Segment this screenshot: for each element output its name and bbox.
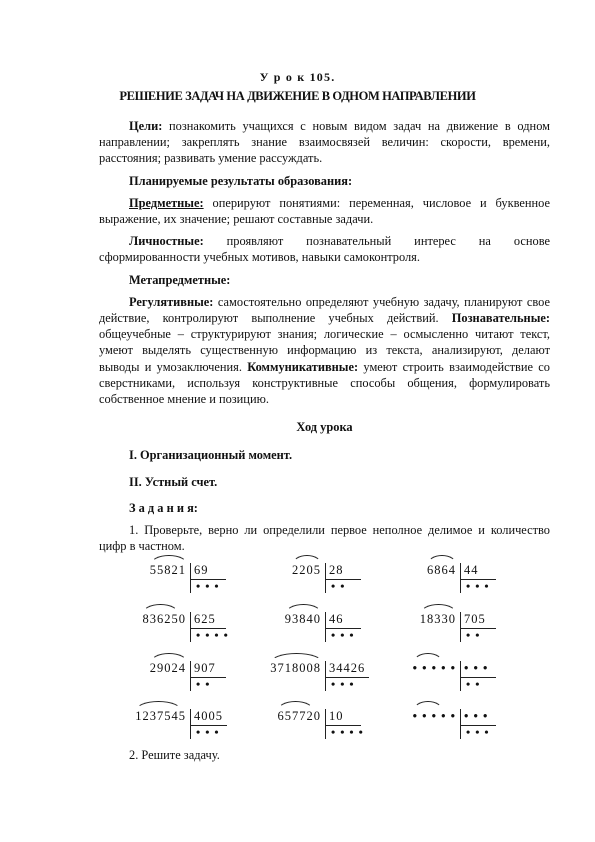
incomplete-dividend-arc	[292, 555, 322, 565]
divisor: 44	[464, 563, 479, 577]
division-vertical-line	[325, 563, 326, 593]
tasks-label: З а д а н и я:	[129, 500, 198, 515]
division-vertical-line	[460, 612, 461, 642]
divisor: 28	[329, 563, 344, 577]
division-vertical-line	[460, 563, 461, 593]
section-oral-count: II. Устный счет.	[129, 474, 218, 489]
divisor: 907	[194, 661, 216, 675]
quotient-digits: • •	[466, 677, 481, 691]
dividend: 6864	[427, 563, 456, 577]
incomplete-dividend-arc	[150, 555, 188, 565]
personal-label: Личностные:	[129, 234, 204, 249]
lesson-number: У р о к 105.	[259, 70, 336, 84]
lesson-title: РЕШЕНИЕ ЗАДАЧ НА ДВИЖЕНИЕ В ОДНОМ НАПРАВЛЕНИИ	[119, 89, 476, 103]
divisor: 46	[329, 612, 344, 626]
subject-label: Предметные:	[129, 195, 204, 210]
quotient-digits: • • •	[331, 677, 355, 691]
division-vertical-line	[190, 661, 191, 691]
divisor: 34426	[329, 661, 366, 675]
communicative-text: умеют строить взаимодействие со сверстниками, используя конструктивные способы общения, формулировать собственное мнение и позицию.	[99, 359, 550, 407]
division-vertical-line	[190, 563, 191, 593]
incomplete-dividend-arc	[270, 653, 323, 663]
dividend: 2205	[292, 563, 321, 577]
divisor: 4005	[194, 709, 223, 723]
quotient-digits: • • •	[196, 579, 220, 593]
dividend: • • • • •	[412, 661, 456, 675]
personal-paragraph	[99, 233, 550, 265]
quotient-digits: • •	[196, 677, 211, 691]
subject-text: оперируют понятиями: переменная, числовое и буквенное выражение, их значение; решают составные задачи.	[99, 195, 550, 227]
quotient-digits: • • •	[196, 725, 220, 739]
dividend: 3718008	[270, 661, 321, 675]
section-org-moment: I. Организационный момент.	[129, 448, 293, 463]
incomplete-dividend-arc	[150, 653, 188, 663]
meta-heading: Метапредметные:	[129, 272, 231, 287]
divisor: • • •	[464, 709, 489, 723]
incomplete-dividend-arc	[413, 653, 443, 663]
subject-paragraph	[99, 195, 550, 227]
division-vertical-line	[460, 661, 461, 691]
regulative-label: Регулятивные:	[129, 294, 214, 309]
quotient-digits: • • •	[466, 579, 490, 593]
cognitive-text: общеучебные – структурируют знания; логические – осмысленно читают текст, умеют выделять существенную информацию из текста, анализируют, делают выводы и умозаключения.	[99, 327, 550, 374]
incomplete-dividend-arc	[413, 701, 443, 711]
incomplete-dividend-arc	[142, 604, 179, 614]
division-exercise	[360, 557, 550, 597]
dividend: 1237545	[135, 709, 186, 723]
division-exercise	[360, 703, 550, 743]
dividend: 836250	[142, 612, 186, 626]
task-1-text: 1. Проверьте, верно ли определили первое неполное делимое и количество цифр в частном.	[99, 523, 550, 554]
task-2-text: 2. Решите задачу.	[129, 748, 220, 762]
goals-label: Цели:	[129, 119, 163, 133]
incomplete-dividend-arc	[427, 555, 457, 565]
communicative-label: Коммуникативные:	[247, 359, 359, 374]
incomplete-dividend-arc	[277, 701, 314, 711]
dividend: 18330	[419, 612, 456, 626]
cognitive-label: Познавательные:	[451, 311, 550, 326]
quotient-digits: • •	[466, 628, 481, 642]
personal-text: проявляют познавательный интерес на основе сформированности учебных мотивов, навыки самоконтроля.	[99, 234, 550, 265]
goals-text: познакомить учащихся с новым видом задач на движение в одном направлении; закреплять знание взаимосвязей величин: скорости, времени, расстояния; развивать умение рассуждать.	[99, 119, 550, 166]
regulative-paragraph	[99, 294, 550, 407]
divisor: 625	[194, 612, 216, 626]
division-vertical-line	[190, 612, 191, 642]
quotient-digits: • •	[331, 579, 346, 593]
division-vertical-line	[325, 612, 326, 642]
dividend: 657720	[277, 709, 321, 723]
division-vertical-line	[325, 661, 326, 691]
planned-results-heading: Планируемые результаты образования:	[129, 173, 353, 188]
division-vertical-line	[325, 709, 326, 739]
quotient-digits: • • • •	[196, 628, 229, 642]
divisor: • • •	[464, 661, 489, 675]
quotient-digits: • • • •	[331, 725, 364, 739]
division-vertical-line	[190, 709, 191, 739]
dividend: 93840	[284, 612, 321, 626]
quotient-digits: • • •	[331, 628, 355, 642]
division-exercise	[360, 655, 550, 695]
dividend: 29024	[149, 661, 186, 675]
incomplete-dividend-arc	[420, 604, 457, 614]
dividend: 55821	[149, 563, 186, 577]
lesson-body	[99, 118, 550, 560]
incomplete-dividend-arc	[135, 701, 182, 711]
divisor: 10	[329, 709, 344, 723]
incomplete-dividend-arc	[285, 604, 322, 614]
quotient-digits: • • •	[466, 725, 490, 739]
dividend: • • • • •	[412, 709, 456, 723]
divisor: 69	[194, 563, 209, 577]
divisor: 705	[464, 612, 486, 626]
goals-paragraph	[99, 118, 550, 167]
division-vertical-line	[460, 709, 461, 739]
course-heading: Ход урока	[296, 420, 353, 435]
division-exercise	[360, 606, 550, 646]
regulative-text: самостоятельно определяют учебную задачу, планируют свое действие, контролируют выполнение учебных действий.	[99, 294, 550, 326]
